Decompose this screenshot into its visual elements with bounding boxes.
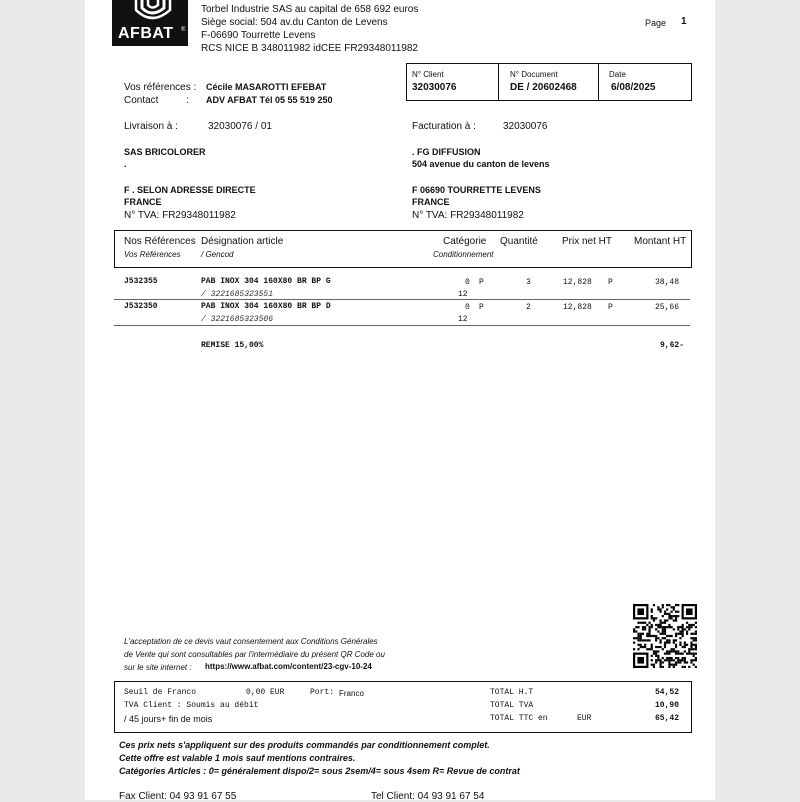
total-ttc-label: TOTAL TTC en xyxy=(490,714,548,723)
item-2-quantity: 2 xyxy=(526,303,531,312)
client-number-value: 32030076 xyxy=(412,82,457,93)
col-nos-references: Nos Références xyxy=(124,236,196,247)
date-label: Date xyxy=(609,70,626,79)
footer-note-3: Catégories Articles : 0= généralement dispo/2= sous 2sem/4= sous 4sem R= Revue de contrat xyxy=(119,766,520,776)
item-1-gencod: / 3221685323551 xyxy=(201,290,274,299)
contact-colon: : xyxy=(186,95,189,106)
item-1-conditionnement: 12 xyxy=(458,290,468,299)
logo-registered: ® xyxy=(181,27,186,33)
document-number-value: DE / 20602468 xyxy=(510,82,577,93)
remise-amount: 9,62- xyxy=(660,341,685,350)
bill-to-street: 504 avenue du canton de levens xyxy=(412,159,550,169)
page-label: Page xyxy=(645,18,667,28)
col-designation: Désignation article xyxy=(201,236,284,247)
col-quantite: Quantité xyxy=(500,236,538,247)
item-1-categorie: 0 xyxy=(465,278,470,287)
total-ht-label: TOTAL H.T xyxy=(490,688,534,697)
footer-note-1: Ces prix nets s'appliquent sur des produits commandés par conditionnement complet. xyxy=(119,740,490,750)
bill-to-country: FRANCE xyxy=(412,197,450,207)
item-separator xyxy=(114,299,690,300)
total-tva-value: 10,90 xyxy=(655,701,680,710)
contact-label: Contact xyxy=(124,95,159,106)
seuil-franco-label: Seuil de Franco xyxy=(124,688,197,697)
conditions-line-2: de Vente qui sont consultables par l'intermédiaire du présent QR Code ou xyxy=(124,650,385,659)
total-ttc-value: 65,42 xyxy=(655,714,680,723)
col-conditionnement: Conditionnement xyxy=(433,250,494,259)
item-1-cat-code: P xyxy=(479,278,484,287)
item-2-categorie: 0 xyxy=(465,303,470,312)
contact-value: ADV AFBAT Tél 05 55 519 250 xyxy=(206,95,333,105)
col-vos-references: Vos Références xyxy=(124,250,181,259)
total-ht-value: 54,52 xyxy=(655,688,680,697)
conditions-line-3: sur le site internet : xyxy=(124,663,192,672)
col-prix-net: Prix net HT xyxy=(562,236,613,247)
ship-to-dot: . xyxy=(124,159,127,169)
total-tva-label: TOTAL TVA xyxy=(490,701,534,710)
item-1-price-code: P xyxy=(608,278,613,287)
bill-to-line: F 06690 TOURRETTE LEVENS xyxy=(412,185,541,195)
document-page xyxy=(85,0,715,800)
ship-to-line: F . SELON ADRESSE DIRECTE xyxy=(124,185,256,195)
company-line-3: F-06690 Tourrette Levens xyxy=(201,30,316,41)
seuil-franco-value: 0,00 EUR xyxy=(246,688,285,697)
page-number: 1 xyxy=(681,16,687,27)
vos-references-value: Cécile MASAROTTI EFEBAT xyxy=(206,82,327,92)
ship-to-tva: N° TVA: FR29348011982 xyxy=(124,210,236,221)
livraison-label: Livraison à : xyxy=(124,121,178,132)
item-2-gencod: / 3221685323506 xyxy=(201,315,274,324)
fax-client: Fax Client: 04 93 91 67 55 xyxy=(119,791,237,802)
ship-to-name: SAS BRICOLORER xyxy=(124,147,206,157)
item-1-price: 12,828 xyxy=(563,278,592,287)
company-line-1: Torbel Industrie SAS au capital de 658 692 euros xyxy=(201,4,419,15)
facturation-value: 32030076 xyxy=(503,121,548,132)
item-2-conditionnement: 12 xyxy=(458,315,468,324)
company-line-4: RCS NICE B 348011982 idCEE FR29348011982 xyxy=(201,43,418,54)
qr-code-icon[interactable] xyxy=(633,604,697,668)
info-divider-1 xyxy=(498,63,499,101)
document-number-label: N° Document xyxy=(510,70,558,79)
ship-to-country: FRANCE xyxy=(124,197,162,207)
col-gencod: / Gencod xyxy=(201,250,234,259)
date-value: 6/08/2025 xyxy=(611,82,656,93)
item-2-price-code: P xyxy=(608,303,613,312)
logo-text: AFBAT xyxy=(118,25,174,42)
item-2-cat-code: P xyxy=(479,303,484,312)
logo-emblem-icon xyxy=(112,0,188,26)
col-categorie: Catégorie xyxy=(443,236,487,247)
tva-client: TVA Client : Soumis au débit xyxy=(124,701,259,710)
cgv-link[interactable]: https://www.afbat.com/content/23-cgv-10-24 xyxy=(205,662,372,671)
footer-note-2: Cette offre est valable 1 mois sauf mentions contraires. xyxy=(119,753,356,763)
bill-to-tva: N° TVA: FR29348011982 xyxy=(412,210,524,221)
facturation-label: Facturation à : xyxy=(412,121,476,132)
port-label: Port: xyxy=(310,688,335,697)
port-value: Franco xyxy=(339,689,364,698)
item-2-amount: 25,66 xyxy=(655,303,680,312)
item-1-ref: J532355 xyxy=(124,277,158,286)
tel-client: Tel Client: 04 93 91 67 54 xyxy=(371,791,485,802)
total-ttc-currency: EUR xyxy=(577,714,592,723)
info-divider-2 xyxy=(598,63,599,101)
remise-label: REMISE 15,00% xyxy=(201,341,264,350)
client-number-label: N° Client xyxy=(412,70,444,79)
item-1-designation: PAB INOX 304 160X80 BR BP G xyxy=(201,277,331,286)
bill-to-name: . FG DIFFUSION xyxy=(412,147,481,157)
item-separator xyxy=(114,325,690,326)
company-line-2: Siège social: 504 av.du Canton de Levens xyxy=(201,17,388,28)
item-1-quantity: 3 xyxy=(526,278,531,287)
conditions-line-1: L'acceptation de ce devis vaut consentement aux Conditions Générales xyxy=(124,637,378,646)
livraison-value: 32030076 / 01 xyxy=(208,121,272,132)
item-2-price: 12,828 xyxy=(563,303,592,312)
payment-terms: / 45 jours+ fin de mois xyxy=(124,714,213,724)
afbat-logo xyxy=(112,0,188,46)
col-montant: Montant HT xyxy=(634,236,687,247)
item-2-designation: PAB INOX 304 160X80 BR BP D xyxy=(201,302,331,311)
vos-references-label: Vos références : xyxy=(124,82,197,93)
item-2-ref: J532350 xyxy=(124,302,158,311)
item-1-amount: 38,48 xyxy=(655,278,680,287)
